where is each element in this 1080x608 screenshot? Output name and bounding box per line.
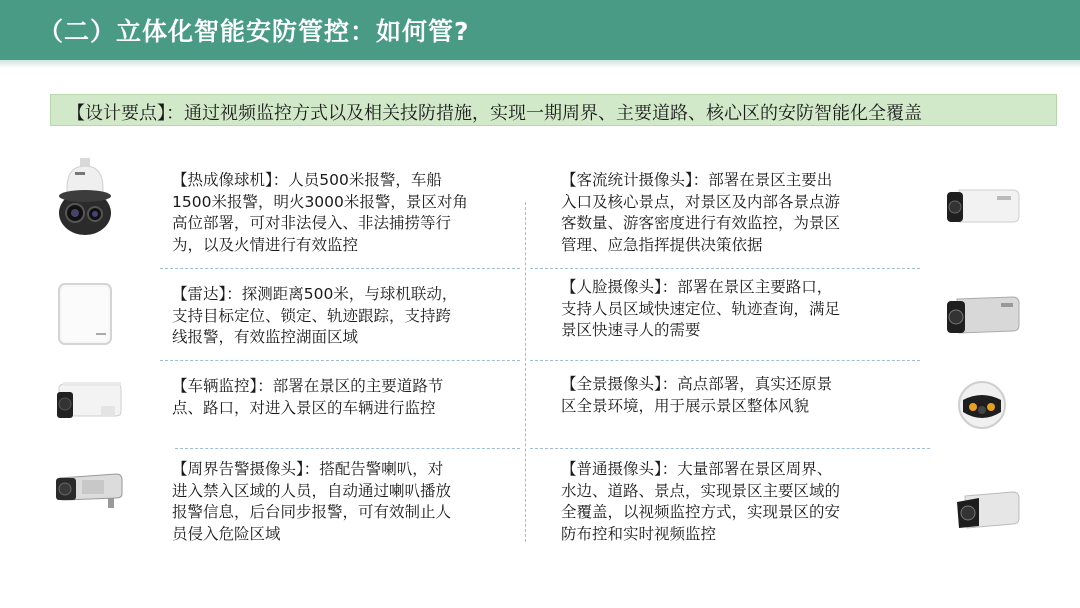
header-shadow — [0, 60, 1080, 68]
people-counting-description — [561, 170, 840, 256]
description-line: 管理、应急指挥提供决策依据 — [561, 235, 763, 254]
description-line: 入口及核心景点，对景区及内部各景点游 — [561, 192, 841, 211]
row-divider — [160, 268, 520, 269]
thermal-dome-camera-icon — [55, 158, 115, 238]
description-line: 全覆盖，以视频监控方式，实现景区的安 — [561, 503, 841, 521]
description-line: 支持人员区域快速定位、轨迹查询，满足 — [561, 299, 841, 318]
radar-icon — [58, 283, 112, 345]
description-line: 点、路口，对进入景区的车辆进行监控 — [172, 398, 436, 417]
description-line: 线报警，有效监控湖面区域 — [172, 328, 359, 346]
panoramic-camera-icon — [957, 380, 1007, 430]
description-line: 【雷达】：探测距离500米，与球机联动， — [172, 285, 458, 303]
description-line: 【热成像球机】：人员500米报警，车船 — [172, 171, 442, 189]
description-line: 【客流统计摄像头】：部署在景区主要出 — [561, 171, 833, 189]
standard-camera-description — [561, 459, 840, 545]
panoramic-camera-description — [561, 374, 832, 417]
description-line: 报警信息，后台同步报警，可有效制止人 — [172, 503, 452, 521]
row-divider — [530, 268, 920, 269]
row-divider — [160, 360, 520, 361]
description-line: 防布控和实时视频监控 — [561, 524, 717, 543]
perimeter-alarm-description — [172, 459, 451, 545]
description-line: 【周界告警摄像头】：搭配告警喇叭，对 — [172, 460, 444, 478]
column-divider — [525, 202, 526, 542]
face-camera-icon — [945, 293, 1021, 339]
design-points-banner — [50, 94, 1057, 126]
description-line: 水边、道路、景点，实现景区主要区域的 — [561, 481, 841, 500]
face-camera-description — [561, 277, 840, 342]
description-line: 高位部署，可对非法侵入、非法捕捞等行 — [172, 214, 452, 232]
description-line: 【人脸摄像头】：部署在景区主要路口， — [561, 278, 833, 296]
standard-camera-icon — [955, 488, 1021, 534]
description-line: 员侵入危险区域 — [172, 524, 281, 543]
description-line: 支持目标定位、锁定、轨迹跟踪，支持跨 — [172, 306, 452, 325]
description-line: 1500米报警，明火3000米报警，景区对角 — [172, 192, 468, 211]
page-title: （二）立体化智能安防管控：如何管? — [38, 17, 470, 46]
description-line: 为，以及火情进行有效监控 — [172, 235, 359, 254]
row-divider — [530, 448, 930, 449]
description-line: 进入禁入区域的人员，自动通过喇叭播放 — [172, 481, 452, 500]
header-bar — [0, 0, 1080, 60]
row-divider — [530, 360, 920, 361]
description-line: 区全景环境，用于展示景区整体风貌 — [561, 396, 810, 415]
description-line: 客数量、游客密度进行有效监控，为景区 — [561, 214, 841, 232]
perimeter-alarm-camera-icon — [52, 470, 126, 510]
description-line: 景区快速寻人的需要 — [561, 321, 701, 339]
vehicle-camera-icon — [55, 380, 125, 430]
people-counting-camera-icon — [945, 186, 1021, 230]
banner-text: 【设计要点】：通过视频监控方式以及相关技防措施，实现一期周界、主要道路、核心区的安防智能化全覆盖 — [67, 103, 922, 124]
description-line: 【普通摄像头】：大量部署在景区周界、 — [561, 460, 833, 478]
vehicle-monitoring-description — [172, 376, 443, 419]
radar-description — [172, 284, 457, 349]
description-line: 【全景摄像头】：高点部署，真实还原景 — [561, 375, 833, 393]
thermal-camera-description — [172, 170, 468, 256]
row-divider — [175, 448, 520, 449]
description-line: 【车辆监控】：部署在景区的主要道路节 — [172, 377, 444, 395]
